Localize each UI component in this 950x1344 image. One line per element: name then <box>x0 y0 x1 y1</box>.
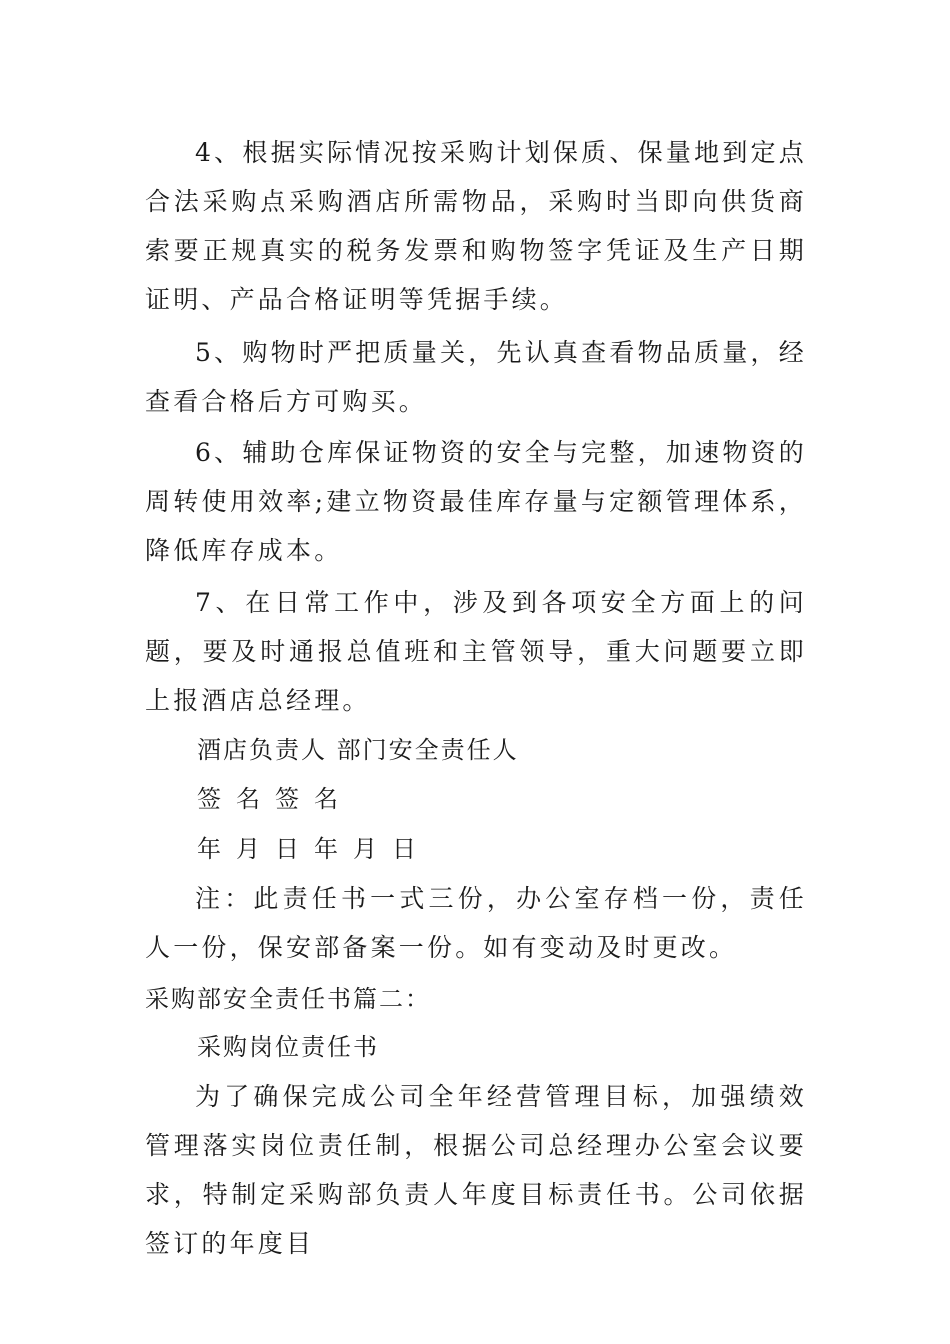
signature-sign-line: 签名签名 <box>197 785 353 813</box>
paragraph-item-6: 6、辅助仓库保证物资的安全与完整，加速物资的周转使用效率;建立物资最佳库存量与定额管理体系，降低库存成本。 <box>145 438 807 565</box>
paragraph-item-4: 4、根据实际情况按采购计划保质、保量地到定点合法采购点采购酒店所需物品，采购时当即向供货商索要正规真实的税务发票和购物签字凭证及生产日期证明、产品合格证明等凭据手续。 <box>145 138 807 314</box>
section-title: 采购部安全责任书篇二： <box>145 985 431 1013</box>
paragraph-item-7: 7、在日常工作中，涉及到各项安全方面上的问题，要及时通报总值班和主管领导，重大问题要立即上报酒店总经理。 <box>145 588 807 715</box>
signature-responsible-line: 酒店负责人 部门安全责任人 <box>197 736 519 764</box>
paragraph-item-5: 5、购物时严把质量关，先认真查看物品质量，经查看合格后方可购买。 <box>145 338 807 416</box>
subtitle: 采购岗位责任书 <box>197 1033 379 1061</box>
signature-date-line: 年月日年月日 <box>197 835 431 863</box>
intro-paragraph: 为了确保完成公司全年经营管理目标，加强绩效管理落实岗位责任制，根据公司总经理办公室会议要求，特制定采购部负责人年度目标责任书。公司依据签订的年度目 <box>145 1082 807 1258</box>
note-paragraph: 注：此责任书一式三份，办公室存档一份，责任人一份，保安部备案一份。如有变动及时更改。 <box>145 884 807 962</box>
